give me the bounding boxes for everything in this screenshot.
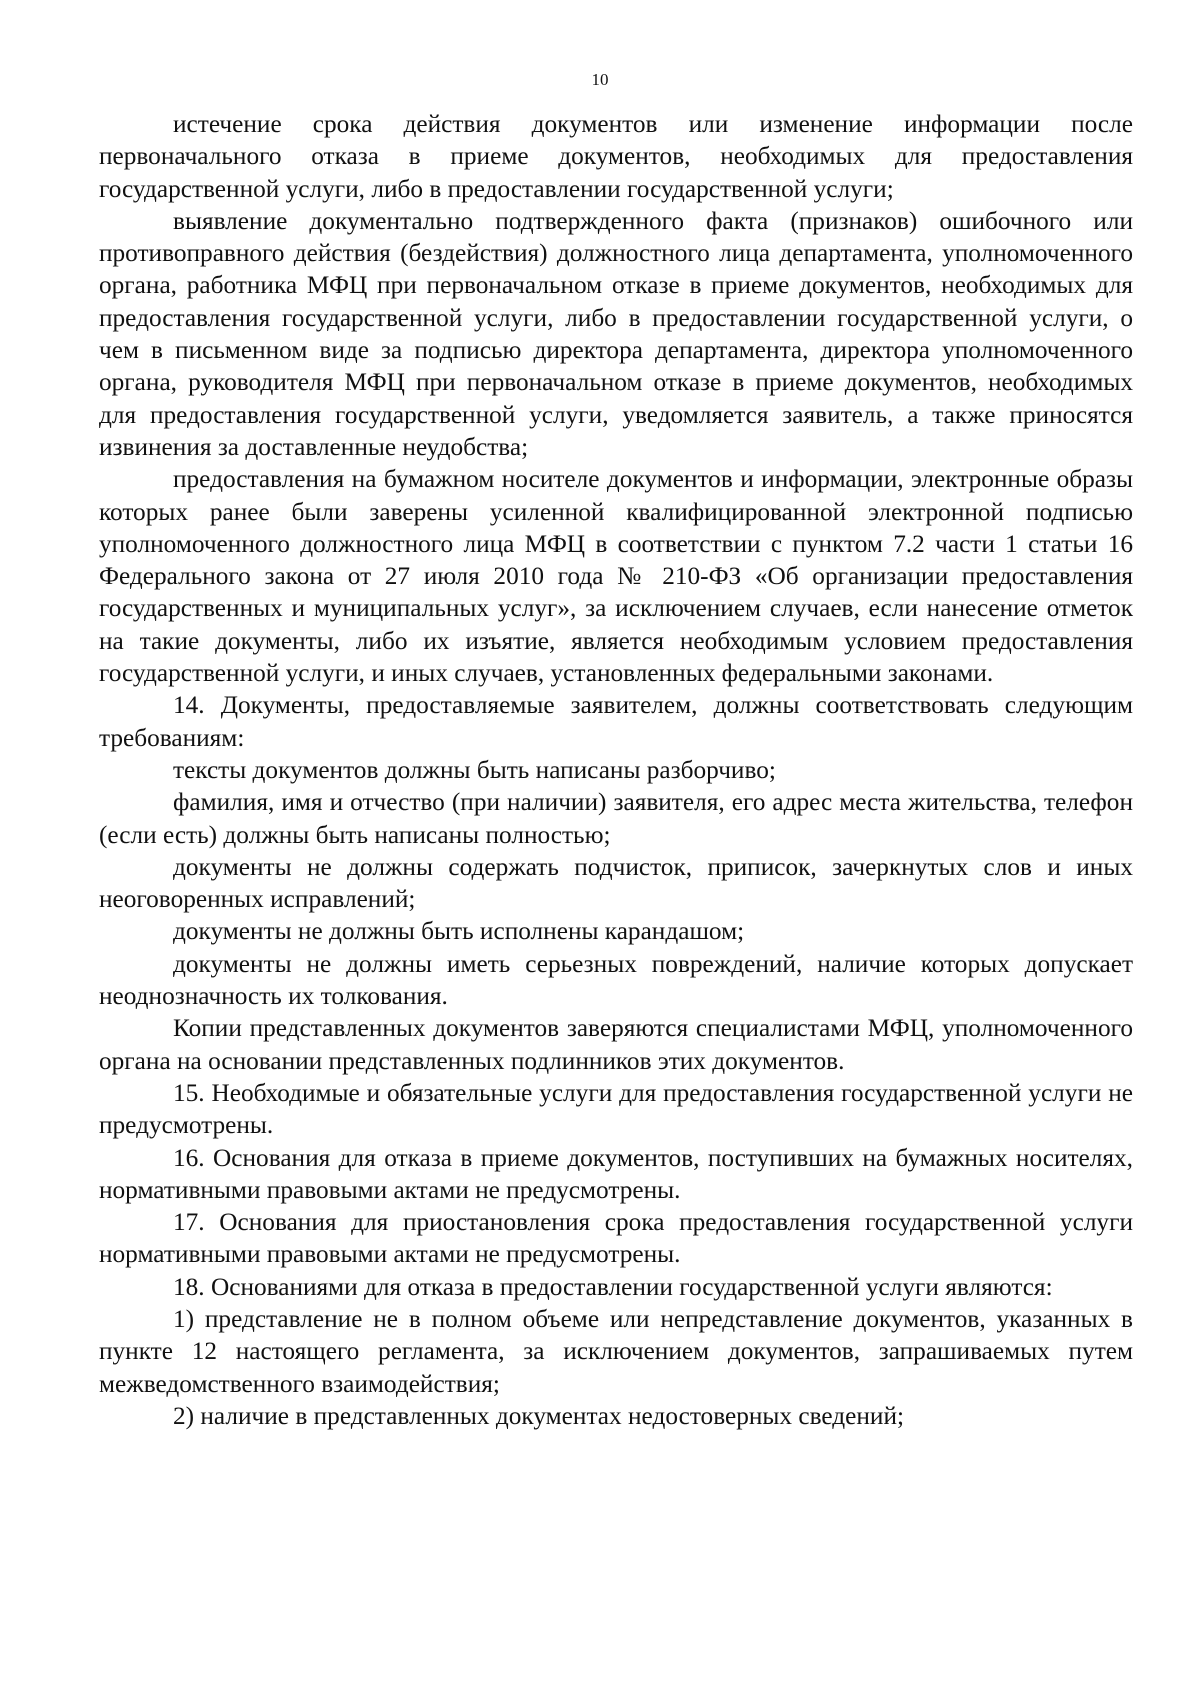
paragraph-paper-documents: предоставления на бумажном носителе документов и информации, электронные образы которых ранее были заверены усиленной квалифицированной электронной подписью уполномоченного должностного лица МФЦ в соответствии с пунктом 7.2 части 1 статьи 16 Федерального закона от 27 июля 2010 года № 210-ФЗ «Об организации предоставления государственных и муниципальных услуг», за исключением случаев, если нанесение отметок на такие документы, либо их изъятие, является необходимым условием предоставления государственной услуги, и иных случаев, установленных федеральными законами.	[99, 465, 1133, 688]
paragraph-copies-certified: Копии представленных документов заверяются специалистами МФЦ, уполномоченного органа на основании представленных подлинников этих документов.	[99, 1014, 1133, 1075]
paragraph-requirement-legible: тексты документов должны быть написаны разборчиво;	[173, 755, 776, 784]
document-body	[99, 108, 1133, 1432]
paragraph-requirement-no-pencil: документы не должны быть исполнены карандашом;	[173, 917, 745, 946]
paragraph-item-18: 18. Основаниями для отказа в предоставлении государственной услуги являются:	[173, 1272, 1053, 1301]
paragraph-item-17: 17. Основания для приостановления срока предоставления государственной услуги нормативными правовыми актами не предусмотрены.	[99, 1208, 1133, 1269]
paragraph-item-15: 15. Необходимые и обязательные услуги для предоставления государственной услуги не предусмотрены.	[99, 1078, 1133, 1140]
paragraph-refusal-ground-2: 2) наличие в представленных документах недостоверных сведений;	[173, 1401, 905, 1430]
paragraph-requirement-no-damage: документы не должны иметь серьезных повреждений, наличие которых допускает неоднозначность их толкования.	[99, 949, 1133, 1011]
paragraph-item-16: 16. Основания для отказа в приеме документов, поступивших на бумажных носителях, нормативными правовыми актами не предусмотрены.	[99, 1143, 1133, 1204]
page-number: 10	[591, 70, 609, 89]
paragraph-requirement-no-erasures: документы не должны содержать подчисток, приписок, зачеркнутых слов и иных неоговоренных исправлений;	[99, 852, 1133, 914]
paragraph-document-expiry: истечение срока действия документов или изменение информации после первоначального отказа в приеме документов, необходимых для предоставления государственной услуги, либо в предоставлении государственной услуги;	[99, 110, 1133, 203]
paragraph-item-14: 14. Документы, предоставляемые заявителем, должны соответствовать следующим требованиям:	[99, 691, 1133, 752]
paragraph-erroneous-action: выявление документально подтвержденного факта (признаков) ошибочного или противоправного действия (бездействия) должностного лица департамента, уполномоченного органа, работника МФЦ при первоначальном отказе в приеме документов, необходимых для предоставления государственной услуги, либо в предоставлении государственной услуги, о чем в письменном виде за подписью директора департамента, директора уполномоченного органа, руководителя МФЦ при первоначальном отказе в приеме документов, необходимых для предоставления государственной услуги, уведомляется заявитель, а также приносятся извинения за доставленные неудобства;	[99, 206, 1133, 461]
paragraph-refusal-ground-1: 1) представление не в полном объеме или непредставление документов, указанных в пункте 12 настоящего регламента, за исключением документов, запрашиваемых путем межведомственного взаимодействия;	[99, 1304, 1133, 1398]
paragraph-requirement-full-name: фамилия, имя и отчество (при наличии) заявителя, его адрес места жительства, телефон (если есть) должны быть написаны полностью;	[99, 788, 1133, 849]
